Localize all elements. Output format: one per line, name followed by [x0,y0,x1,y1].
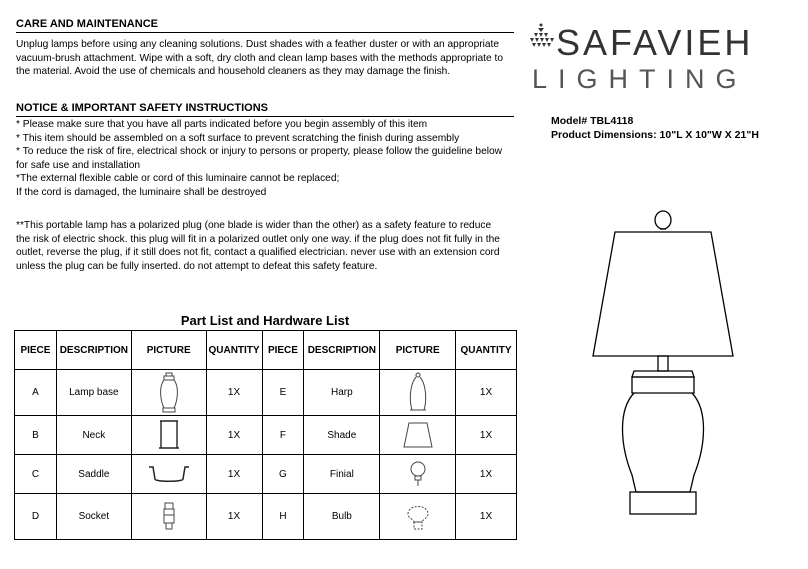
header-quantity: QUANTITY [456,331,517,370]
finial-icon [408,460,428,488]
description-cell: Bulb [304,494,380,540]
chandelier-logo-icon [526,22,556,52]
notice-heading: NOTICE & IMPORTANT SAFETY INSTRUCTIONS [16,102,514,117]
quantity-cell: 1X [456,494,517,540]
description-cell: Finial [304,455,380,494]
quantity-cell: 1X [456,416,517,455]
notice-line: * Please make sure that you have all parts indicated before you begin assembly of this item [16,119,428,130]
piece-cell: C [15,455,57,494]
notice-text [16,118,516,200]
description-cell: Lamp base [56,370,131,416]
quantity-cell: 1X [206,494,262,540]
piece-cell: F [262,416,304,455]
care-heading: CARE AND MAINTENANCE [16,18,514,33]
description-cell: Saddle [56,455,131,494]
piece-cell: D [15,494,57,540]
plug-text [16,219,516,273]
quantity-cell: 1X [206,370,262,416]
header-picture: PICTURE [380,331,456,370]
lamp-base-icon [159,372,179,414]
picture-cell [380,455,456,494]
piece-cell: H [262,494,304,540]
quantity-cell: 1X [456,455,517,494]
piece-cell: A [15,370,57,416]
picture-cell [131,416,206,455]
description-cell: Shade [304,416,380,455]
table-header-row [15,331,517,370]
piece-cell: B [15,416,57,455]
table-row [15,494,517,540]
piece-cell: E [262,370,304,416]
table-row [15,455,517,494]
table-row [15,370,517,416]
shade-icon [402,421,434,449]
picture-cell [131,370,206,416]
notice-line: * This item should be assembled on a soft surface to prevent scratching the finish during assembly [16,132,460,144]
header-description: DESCRIPTION [56,331,131,370]
neck-icon [156,419,182,451]
quantity-cell: 1X [456,370,517,416]
parts-table [14,330,517,540]
notice-line: for safe use and installation [16,159,141,171]
model-label: Model# [551,115,588,127]
description-cell: Harp [304,370,380,416]
header-picture: PICTURE [131,331,206,370]
table-title: Part List and Hardware List [180,313,350,328]
notice-line: *The external flexible cable or cord of this luminaire cannot be replaced; [16,173,340,185]
dimensions-label: Product Dimensions: [551,129,657,141]
plug-line: **This portable lamp has a polarized plug (one blade is wider than the other) as a safety feature to reduce [16,220,492,231]
picture-cell [380,416,456,455]
lamp-drawing-icon [588,205,738,525]
header-quantity: QUANTITY [206,331,262,370]
plug-line: outlet, reverse the plug, if it still does not fit, contact a qualified electrician. never use with an extension cord [16,247,500,259]
picture-cell [380,370,456,416]
description-cell: Neck [56,416,131,455]
header-piece: PIECE [15,331,57,370]
header-description: DESCRIPTION [304,331,380,370]
dimensions-info [551,129,759,141]
socket-icon [161,501,177,533]
care-text [16,38,516,79]
description-cell: Socket [56,494,131,540]
saddle-icon [147,463,191,485]
picture-cell [380,494,456,540]
piece-cell: G [262,455,304,494]
brand-name: SAFAVIEH [556,22,754,63]
harp-icon [407,372,429,414]
bulb-icon [404,502,432,532]
picture-cell [131,455,206,494]
care-line: Unplug lamps before using any cleaning solutions. Dust shades with a feather duster or with an appropriate [16,39,500,50]
model-info [551,115,633,127]
model-value: TBL4118 [590,115,634,127]
picture-cell [131,494,206,540]
brand-sub: LIGHTING [532,64,748,94]
table-row [15,416,517,455]
care-line: the material. Avoid the use of chemicals and household cleaners as they may damage the finish. [16,66,451,78]
care-line: vacuum-brush attachment. Wipe with a soft, dry cloth and clean lamp bases with the methods appropriate to [16,52,503,64]
quantity-cell: 1X [206,416,262,455]
plug-line: the risk of electric shock. this plug will fit in a polarized outlet only one way. if the plug does not fit fully in the [16,233,500,245]
notice-line: * To reduce the risk of fire, electrical shock or injury to persons or property, please follow the guideline below [16,146,503,158]
notice-line: If the cord is damaged, the luminaire shall be destroyed [16,186,267,198]
plug-line: unless the plug can be fully inserted. do not attempt to defeat this safety feature. [16,260,378,272]
quantity-cell: 1X [206,455,262,494]
header-piece: PIECE [262,331,304,370]
dimensions-value: 10"L X 10"W X 21"H [659,129,759,141]
